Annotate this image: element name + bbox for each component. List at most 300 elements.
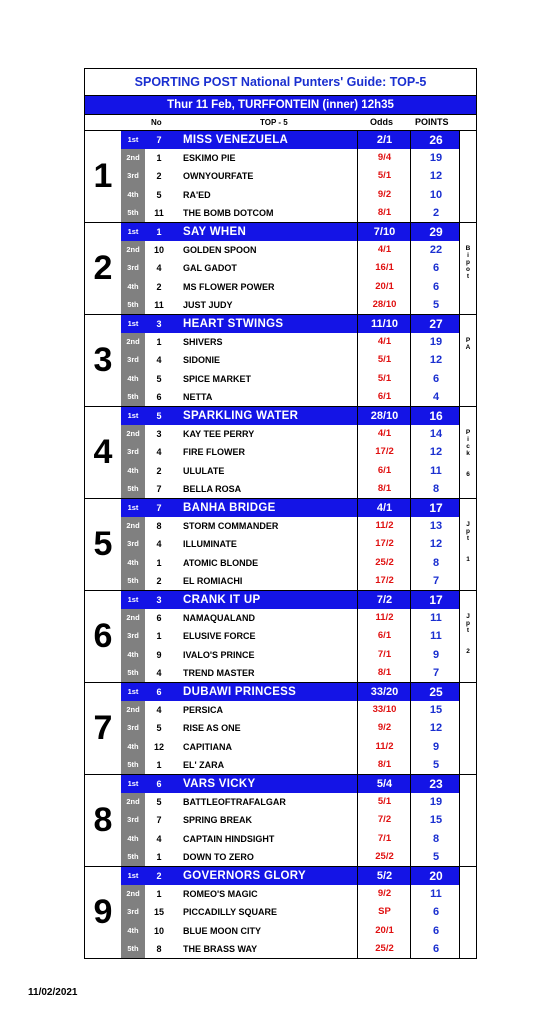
runner-row <box>121 756 476 774</box>
horse-number: 9 <box>156 649 162 660</box>
races-table <box>85 131 476 958</box>
horse-name: SPARKLING WATER <box>183 410 299 422</box>
points-value: 6 <box>432 280 440 293</box>
finish-position: 1st <box>127 595 139 604</box>
finish-position: 3rd <box>127 447 139 457</box>
horse-name: OWNYOURFATE <box>183 171 254 182</box>
horse-name: ROMEO'S MAGIC <box>183 889 258 900</box>
points-value: 4 <box>432 390 440 403</box>
finish-position: 4th <box>127 833 139 843</box>
runner-row <box>121 572 476 590</box>
column-header-row <box>85 115 476 131</box>
horse-number: 1 <box>156 337 162 348</box>
horse-name: MISS VENEZUELA <box>183 134 289 146</box>
finish-position: 5th <box>127 299 139 309</box>
runner-row <box>121 259 476 277</box>
points-divider <box>410 867 411 958</box>
meeting-subtitle: Thur 11 Feb, TURFFONTEIN (inner) 12h35 <box>85 96 476 115</box>
horse-number: 2 <box>156 171 162 182</box>
finish-position: 5th <box>127 943 139 953</box>
points-value: 12 <box>429 354 443 367</box>
points-value: 11 <box>430 464 442 477</box>
odds-value: 6/1 <box>377 390 392 402</box>
horse-number: 1 <box>156 631 162 642</box>
finish-position: 4th <box>127 741 139 751</box>
horse-number: 3 <box>156 319 162 329</box>
runner-row <box>121 388 476 406</box>
finish-position: 4th <box>127 281 139 291</box>
horse-number: 4 <box>156 447 162 458</box>
column-header-top5: TOP - 5 <box>260 118 288 127</box>
points-value: 15 <box>429 814 443 827</box>
points-value: 12 <box>429 722 443 735</box>
points-value: 11 <box>430 612 442 625</box>
runner-row <box>121 719 476 737</box>
runner-row <box>121 701 476 719</box>
runner-row <box>121 940 476 958</box>
race-number: 2 <box>85 223 122 314</box>
odds-divider <box>357 867 358 958</box>
bet-type-note <box>459 683 476 774</box>
points-value: 10 <box>429 188 443 201</box>
horse-name: NETTA <box>183 391 213 402</box>
horse-number: 12 <box>153 741 164 752</box>
points-value: 6 <box>432 262 440 275</box>
points-value: 8 <box>432 556 440 569</box>
points-value: 12 <box>429 170 443 183</box>
points-value: 19 <box>429 336 443 349</box>
odds-value: 4/1 <box>377 428 392 440</box>
bet-type-note: J p t 1 <box>459 499 476 590</box>
points-value: 27 <box>429 317 443 331</box>
bet-type-note <box>459 131 476 222</box>
odds-value: 11/2 <box>375 740 394 752</box>
points-value: 17 <box>429 593 443 607</box>
race-block <box>85 407 476 499</box>
runner-row <box>121 738 476 756</box>
race-number: 1 <box>85 131 122 222</box>
runner-row <box>121 425 476 443</box>
bet-type-note: B i p o t <box>459 223 476 314</box>
runner-row <box>121 830 476 848</box>
finish-position: 4th <box>127 465 139 475</box>
odds-value: 20/1 <box>375 924 394 936</box>
horse-name: CAPTAIN HINDSIGHT <box>183 833 275 844</box>
runner-row <box>121 609 476 627</box>
odds-value: 7/1 <box>377 648 392 660</box>
horse-name: BANHA BRIDGE <box>183 502 276 514</box>
race-block <box>85 591 476 683</box>
runner-row <box>121 443 476 461</box>
points-value: 20 <box>429 869 443 883</box>
odds-value: 25/2 <box>375 850 394 862</box>
odds-value: 8/1 <box>377 666 392 678</box>
finish-position: 2nd <box>126 153 140 163</box>
runner-row <box>121 278 476 296</box>
race-block <box>85 775 476 867</box>
odds-value: 5/1 <box>377 354 392 366</box>
runner-row <box>121 351 476 369</box>
finish-position: 2nd <box>126 337 140 347</box>
odds-value: 33/10 <box>372 704 397 716</box>
runner-row <box>121 517 476 535</box>
column-header-points: POINTS <box>415 117 449 127</box>
points-value: 12 <box>429 446 443 459</box>
points-divider <box>410 131 411 222</box>
horse-name: JUST JUDY <box>183 299 233 310</box>
horse-name: KAY TEE PERRY <box>183 429 255 440</box>
runner-row <box>121 241 476 259</box>
race-block <box>85 131 476 223</box>
column-header-no: No <box>151 118 162 127</box>
odds-value: 20/1 <box>375 280 394 292</box>
points-value: 16 <box>429 409 443 423</box>
runner-row <box>121 793 476 811</box>
points-value: 23 <box>429 777 443 791</box>
race-block <box>85 683 476 775</box>
odds-value: 17/2 <box>375 446 394 458</box>
odds-divider <box>357 223 358 314</box>
odds-value: 4/1 <box>377 336 392 348</box>
runner-row <box>121 296 476 314</box>
odds-value: 9/2 <box>377 722 392 734</box>
race-number: 8 <box>85 775 122 866</box>
finish-position: 3rd <box>127 907 139 917</box>
odds-value: 4/1 <box>377 244 392 256</box>
odds-value: 9/2 <box>377 188 392 200</box>
finish-position: 3rd <box>127 263 139 273</box>
finish-position: 2nd <box>126 797 140 807</box>
horse-number: 15 <box>153 907 164 918</box>
points-value: 6 <box>432 924 440 937</box>
horse-number: 4 <box>156 355 162 366</box>
odds-divider <box>357 315 358 406</box>
runner-row <box>121 186 476 204</box>
points-value: 26 <box>429 133 443 147</box>
horse-name: BLUE MOON CITY <box>183 925 261 936</box>
finish-position: 3rd <box>127 171 139 181</box>
horse-name: GOVERNORS GLORY <box>183 870 306 882</box>
finish-position: 5th <box>127 391 139 401</box>
runner-row <box>121 554 476 572</box>
finish-position: 3rd <box>127 355 139 365</box>
odds-value: 17/2 <box>375 538 394 550</box>
horse-name: SPICE MARKET <box>183 373 252 384</box>
odds-value: 33/20 <box>370 686 399 698</box>
points-divider <box>410 775 411 866</box>
bet-type-note <box>459 867 476 958</box>
finish-position: 4th <box>127 557 139 567</box>
horse-name: EL ROMIACHI <box>183 575 243 586</box>
points-divider <box>410 407 411 498</box>
finish-position: 2nd <box>126 245 140 255</box>
runner-row <box>121 370 476 388</box>
odds-value: 2/1 <box>376 134 393 146</box>
odds-value: 11/10 <box>371 318 398 330</box>
horse-number: 5 <box>156 723 162 734</box>
race-number: 4 <box>85 407 122 498</box>
runner-row <box>121 646 476 664</box>
horse-number: 6 <box>156 613 162 624</box>
horse-number: 5 <box>156 797 162 808</box>
race-block <box>85 499 476 591</box>
odds-value: SP <box>378 906 391 918</box>
runner-row <box>121 462 476 480</box>
odds-value: 25/2 <box>375 942 394 954</box>
runner-row <box>121 535 476 553</box>
horse-name: RA'ED <box>183 189 211 200</box>
runner-row <box>121 333 476 351</box>
odds-value: 8/1 <box>377 758 392 770</box>
horse-number: 4 <box>156 539 162 550</box>
horse-name: MS FLOWER POWER <box>183 281 275 292</box>
horse-name: ILLUMINATE <box>183 539 237 550</box>
odds-value: 4/1 <box>376 502 393 514</box>
horse-number: 7 <box>156 483 162 494</box>
finish-position: 5th <box>127 483 139 493</box>
horse-name: TREND MASTER <box>183 667 255 678</box>
runner-row <box>121 885 476 903</box>
points-value: 19 <box>429 796 443 809</box>
odds-value: 5/1 <box>377 372 392 384</box>
finish-position: 1st <box>127 687 139 696</box>
finish-position: 4th <box>127 925 139 935</box>
finish-position: 5th <box>127 207 139 217</box>
horse-name: IVALO'S PRINCE <box>183 649 255 660</box>
odds-value: 5/1 <box>377 170 392 182</box>
race-number: 6 <box>85 591 122 682</box>
points-value: 8 <box>432 832 440 845</box>
horse-name: ESKIMO PIE <box>183 153 236 164</box>
points-value: 13 <box>429 520 443 533</box>
points-value: 11 <box>430 888 442 901</box>
horse-name: PICCADILLY SQUARE <box>183 907 278 918</box>
points-value: 6 <box>432 372 440 385</box>
odds-divider <box>357 499 358 590</box>
finish-position: 3rd <box>127 723 139 733</box>
horse-number: 6 <box>156 687 162 697</box>
horse-name: SPRING BREAK <box>183 815 253 826</box>
odds-value: 7/2 <box>377 814 392 826</box>
points-divider <box>410 315 411 406</box>
bet-type-note: J p t 2 <box>459 591 476 682</box>
odds-value: 7/1 <box>377 832 392 844</box>
points-value: 15 <box>429 704 443 717</box>
points-value: 25 <box>429 685 443 699</box>
points-value: 5 <box>432 850 440 863</box>
horse-number: 4 <box>156 263 162 274</box>
odds-value: 9/2 <box>377 888 392 900</box>
horse-number: 11 <box>154 299 164 310</box>
odds-value: 25/2 <box>375 556 394 568</box>
points-value: 6 <box>432 942 440 955</box>
horse-number: 8 <box>156 521 162 532</box>
points-value: 22 <box>429 244 443 257</box>
finish-position: 2nd <box>126 429 140 439</box>
points-value: 2 <box>432 206 440 219</box>
horse-name: BATTLEOFTRAFALGAR <box>183 797 286 808</box>
finish-position: 1st <box>127 411 139 420</box>
odds-value: 28/10 <box>370 410 399 422</box>
horse-name: EL' ZARA <box>183 759 225 770</box>
odds-value: 5/2 <box>376 870 393 882</box>
points-divider <box>410 591 411 682</box>
finish-position: 5th <box>127 851 139 861</box>
horse-name: NAMAQUALAND <box>183 613 255 624</box>
horse-name: DOWN TO ZERO <box>183 851 254 862</box>
horse-number: 2 <box>156 575 162 586</box>
finish-position: 1st <box>127 779 139 788</box>
horse-number: 7 <box>156 815 162 826</box>
finish-position: 3rd <box>127 539 139 549</box>
horse-number: 5 <box>156 189 162 200</box>
odds-divider <box>357 775 358 866</box>
finish-position: 4th <box>127 373 139 383</box>
points-value: 9 <box>432 740 440 753</box>
horse-name: ELUSIVE FORCE <box>183 631 256 642</box>
finish-position: 2nd <box>126 889 140 899</box>
points-value: 12 <box>429 538 443 551</box>
points-value: 5 <box>432 758 440 771</box>
odds-value: 11/2 <box>375 520 394 532</box>
horse-number: 1 <box>156 153 162 164</box>
odds-value: 28/10 <box>372 298 397 310</box>
finish-position: 1st <box>127 135 139 144</box>
horse-number: 2 <box>156 281 162 292</box>
horse-number: 1 <box>156 557 162 568</box>
finish-position: 1st <box>127 227 139 236</box>
odds-divider <box>357 131 358 222</box>
column-header-odds: Odds <box>370 117 394 127</box>
finish-position: 4th <box>127 189 139 199</box>
points-value: 8 <box>432 482 440 495</box>
finish-position: 5th <box>127 667 139 677</box>
runner-row <box>121 167 476 185</box>
horse-name: THE BRASS WAY <box>183 943 258 954</box>
horse-name: SIDONIE <box>183 355 221 366</box>
horse-number: 2 <box>156 465 162 476</box>
runner-row <box>121 149 476 167</box>
points-value: 14 <box>429 428 443 441</box>
horse-name: GOLDEN SPOON <box>183 245 257 256</box>
guide-title: SPORTING POST National Punters' Guide: TOP-5 <box>85 69 476 96</box>
bet-type-note <box>459 775 476 866</box>
horse-name: PERSICA <box>183 705 224 716</box>
horse-number: 1 <box>156 889 162 900</box>
odds-divider <box>357 683 358 774</box>
race-number: 9 <box>85 867 122 958</box>
finish-position: 2nd <box>126 521 140 531</box>
race-block <box>85 315 476 407</box>
race-number: 5 <box>85 499 122 590</box>
horse-name: RISE AS ONE <box>183 723 241 734</box>
horse-number: 5 <box>156 373 162 384</box>
finish-position: 3rd <box>127 815 139 825</box>
odds-value: 9/4 <box>377 152 392 164</box>
odds-value: 16/1 <box>375 262 394 274</box>
horse-name: ULULATE <box>183 465 225 476</box>
finish-position: 1st <box>127 503 139 512</box>
horse-number: 5 <box>156 411 162 421</box>
horse-name: STORM COMMANDER <box>183 521 279 532</box>
finish-position: 5th <box>127 575 139 585</box>
odds-value: 11/2 <box>375 612 394 624</box>
points-value: 19 <box>429 152 443 165</box>
odds-value: 17/2 <box>375 574 394 586</box>
horse-name: FIRE FLOWER <box>183 447 245 458</box>
points-value: 7 <box>432 666 440 679</box>
race-number: 3 <box>85 315 122 406</box>
horse-number: 8 <box>156 943 162 954</box>
horse-number: 1 <box>156 851 162 862</box>
points-divider <box>410 499 411 590</box>
odds-value: 5/4 <box>376 778 393 790</box>
horse-name: DUBAWI PRINCESS <box>183 686 297 698</box>
odds-value: 8/1 <box>377 482 392 494</box>
odds-value: 6/1 <box>377 464 392 476</box>
horse-number: 3 <box>156 595 162 605</box>
runner-row <box>121 903 476 921</box>
runner-row <box>121 664 476 682</box>
bet-type-note: P A <box>459 315 476 406</box>
horse-name: CRANK IT UP <box>183 594 261 606</box>
horse-name: THE BOMB DOTCOM <box>183 207 274 218</box>
horse-number: 11 <box>154 207 164 218</box>
finish-position: 2nd <box>126 613 140 623</box>
points-value: 6 <box>432 906 440 919</box>
finish-position: 1st <box>127 319 139 328</box>
horse-number: 4 <box>156 833 162 844</box>
horse-number: 10 <box>153 245 164 256</box>
horse-name: SAY WHEN <box>183 226 247 238</box>
race-block <box>85 867 476 958</box>
runner-row <box>121 848 476 866</box>
horse-number: 3 <box>156 429 162 440</box>
runner-row <box>121 811 476 829</box>
horse-number: 1 <box>156 227 162 237</box>
horse-number: 10 <box>153 925 164 936</box>
horse-number: 7 <box>156 503 162 513</box>
horse-name: ATOMIC BLONDE <box>183 557 259 568</box>
horse-name: GAL GADOT <box>183 263 237 274</box>
horse-name: BELLA ROSA <box>183 483 242 494</box>
footer-date: 11/02/2021 <box>28 987 78 998</box>
runner-row <box>121 480 476 498</box>
horse-number: 4 <box>156 667 162 678</box>
horse-number: 6 <box>156 779 162 789</box>
points-value: 5 <box>432 298 440 311</box>
points-value: 7 <box>432 574 440 587</box>
horse-name: SHIVERS <box>183 337 223 348</box>
odds-divider <box>357 407 358 498</box>
punters-guide-sheet <box>84 68 477 959</box>
horse-number: 7 <box>156 135 162 145</box>
finish-position: 1st <box>127 871 139 880</box>
horse-number: 4 <box>156 705 162 716</box>
points-value: 11 <box>430 630 442 643</box>
finish-position: 5th <box>127 759 139 769</box>
points-value: 29 <box>429 225 443 239</box>
horse-name: CAPITIANA <box>183 741 232 752</box>
horse-name: HEART STWINGS <box>183 318 284 330</box>
points-value: 9 <box>432 648 440 661</box>
finish-position: 4th <box>127 649 139 659</box>
odds-value: 6/1 <box>377 630 392 642</box>
odds-divider <box>357 591 358 682</box>
runner-row <box>121 922 476 940</box>
odds-value: 5/1 <box>377 796 392 808</box>
runner-row <box>121 204 476 222</box>
